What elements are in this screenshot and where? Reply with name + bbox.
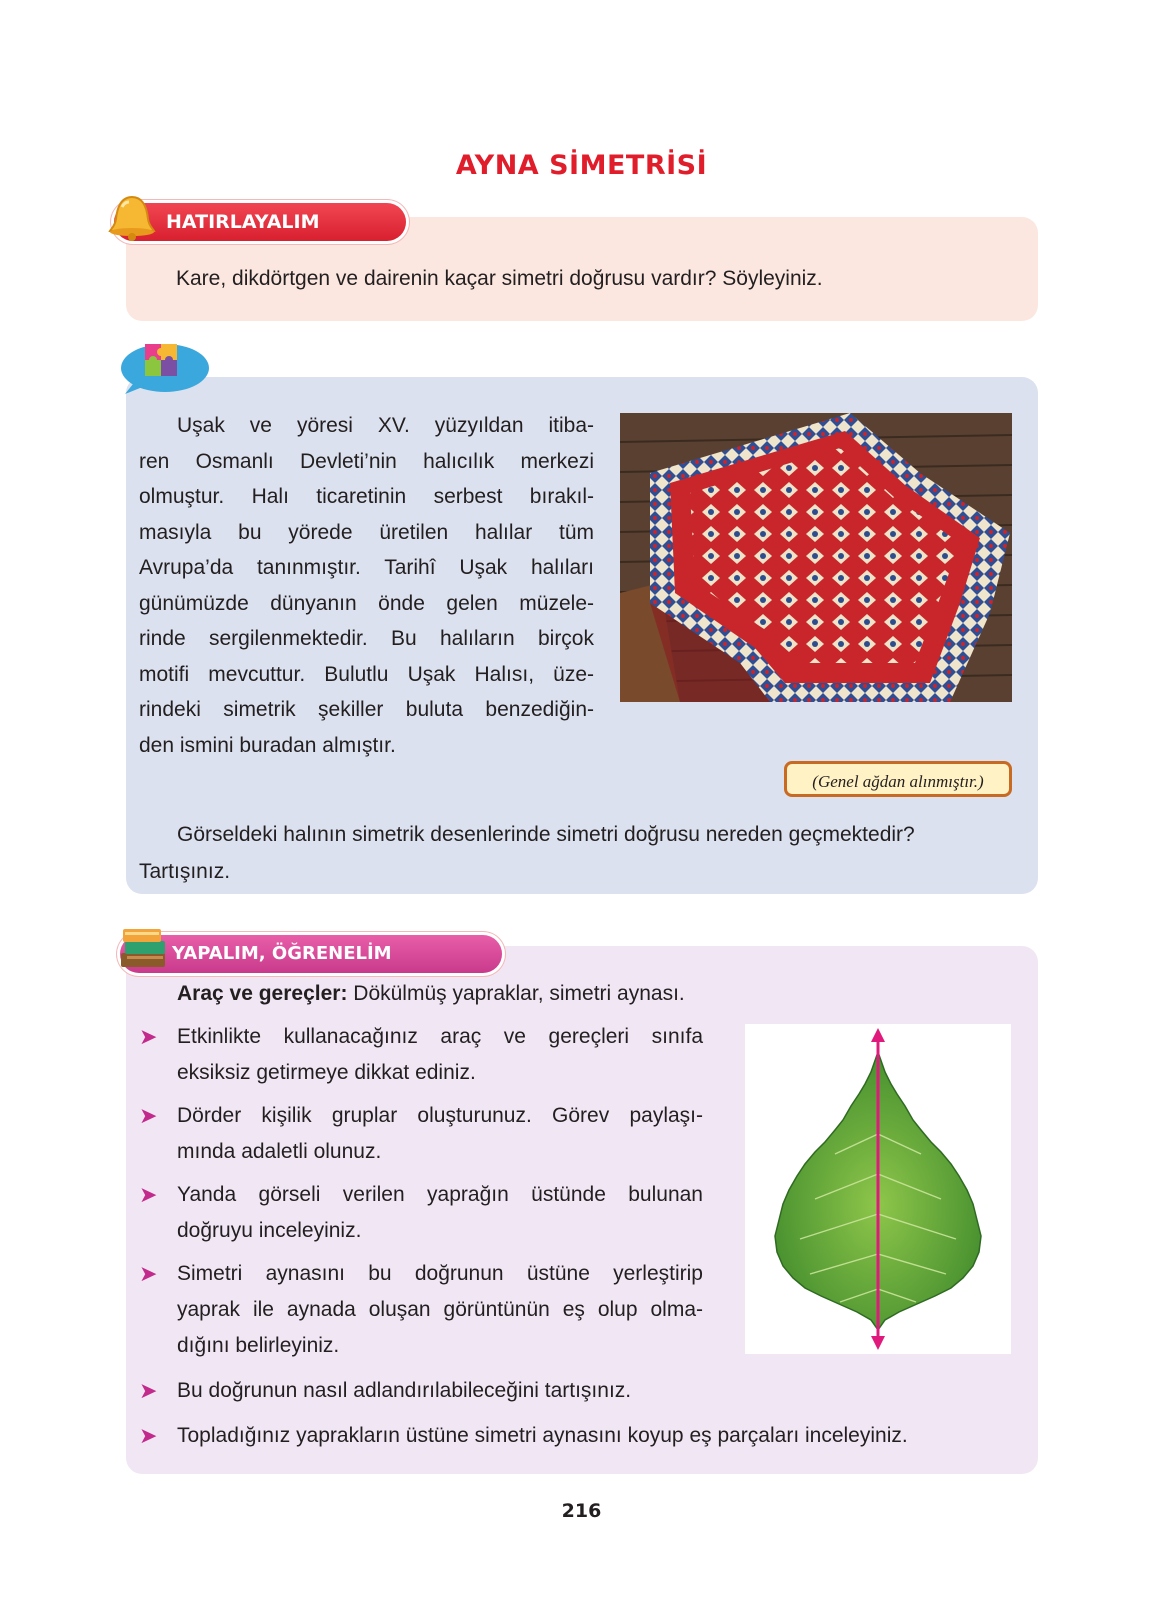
step-line: Topladığınız yaprakların üstüne simetri aynasını koyup eş parçaları inceleyiniz. — [177, 1424, 908, 1447]
step-line: Etkinlikte kullanacağınız araç ve gereçleri sınıfa — [177, 1025, 703, 1048]
discussion-question — [139, 816, 1019, 890]
reading-line: ren Osmanlı Devleti’nin halıcılık merkezi — [139, 449, 594, 473]
arrow-icon: ➤ — [139, 1423, 158, 1448]
activity-step — [139, 1098, 703, 1170]
bell-icon — [107, 193, 157, 241]
activity-step — [139, 1019, 703, 1091]
question-line: Tartışınız. — [139, 860, 231, 883]
arrow-icon: ➤ — [139, 1103, 158, 1128]
page-title: AYNA SİMETRİSİ — [455, 150, 708, 181]
reading-paragraph — [139, 408, 594, 763]
recall-tag: HATIRLAYALIM — [114, 203, 406, 241]
materials-line — [177, 982, 685, 1006]
reading-line: olmuştur. Halı ticaretinin serbest bırakıl- — [139, 485, 594, 508]
leaf-with-symmetry-line — [745, 1024, 1011, 1354]
step-line: Bu doğrunun nasıl adlandırılabileceğini tartışınız. — [177, 1379, 632, 1402]
reading-line: den ismini buradan almıştır. — [139, 733, 396, 757]
step-line: Simetri aynasını bu doğrunun üstüne yerleştirip — [177, 1262, 703, 1285]
step-line: Yanda görseli verilen yaprağın üstünde bulunan — [177, 1183, 703, 1206]
arrow-icon: ➤ — [139, 1261, 158, 1286]
recall-text: Kare, dikdörtgen ve dairenin kaçar simetri doğrusu vardır? Söyleyiniz. — [176, 267, 823, 290]
arrow-icon: ➤ — [139, 1182, 158, 1207]
books-icon — [117, 923, 171, 975]
step-line: yaprak ile aynada oluşan görüntünün eş olup olma- — [177, 1298, 703, 1321]
usak-carpet-photo — [620, 413, 1012, 702]
step-line: dığını belirleyiniz. — [177, 1334, 340, 1357]
activity-step — [139, 1177, 703, 1249]
page-number: 216 — [561, 1500, 602, 1522]
activity-step — [139, 1373, 1019, 1409]
step-line: Dörder kişilik gruplar oluşturunuz. Görev paylaşı- — [177, 1104, 703, 1127]
puzzle-speech-icon — [119, 336, 215, 396]
step-line: doğruyu inceleyiniz. — [177, 1219, 362, 1242]
activity-step — [139, 1418, 1019, 1454]
reading-line: Avrupa’da tanınmıştır. Tarihî Uşak halıları — [139, 556, 594, 579]
arrow-icon: ➤ — [139, 1024, 158, 1049]
step-line: eksiksiz getirmeye dikkat ediniz. — [177, 1061, 476, 1084]
reading-line: rinde sergilenmektedir. Bu halıların birçok — [139, 627, 594, 650]
materials-label: Araç ve gereçler: — [177, 982, 348, 1005]
activity-tag: YAPALIM, ÖĞRENELİM — [120, 935, 502, 973]
leaf-figure — [745, 1024, 1011, 1354]
activity-step — [139, 1256, 703, 1364]
reading-line: günümüzde dünyanın önde gelen müzele- — [139, 591, 594, 615]
materials-value: Dökülmüş yapraklar, simetri aynası. — [347, 982, 685, 1005]
image-credit: (Genel ağdan alınmıştır.) — [784, 761, 1012, 797]
reading-line: rindeki simetrik şekiller buluta benzediğin- — [139, 698, 594, 721]
reading-line: motifi mevcuttur. Bulutlu Uşak Halısı, üze- — [139, 662, 594, 686]
reading-line: masıyla bu yörede üretilen halılar tüm — [139, 520, 594, 544]
question-line: Görseldeki halının simetrik desenlerinde simetri doğrusu nereden geçmektedir? — [177, 823, 915, 846]
step-line: mında adaletli olunuz. — [177, 1140, 382, 1163]
arrow-icon: ➤ — [139, 1378, 158, 1403]
reading-line: Uşak ve yöresi XV. yüzyıldan itiba- — [177, 414, 594, 437]
